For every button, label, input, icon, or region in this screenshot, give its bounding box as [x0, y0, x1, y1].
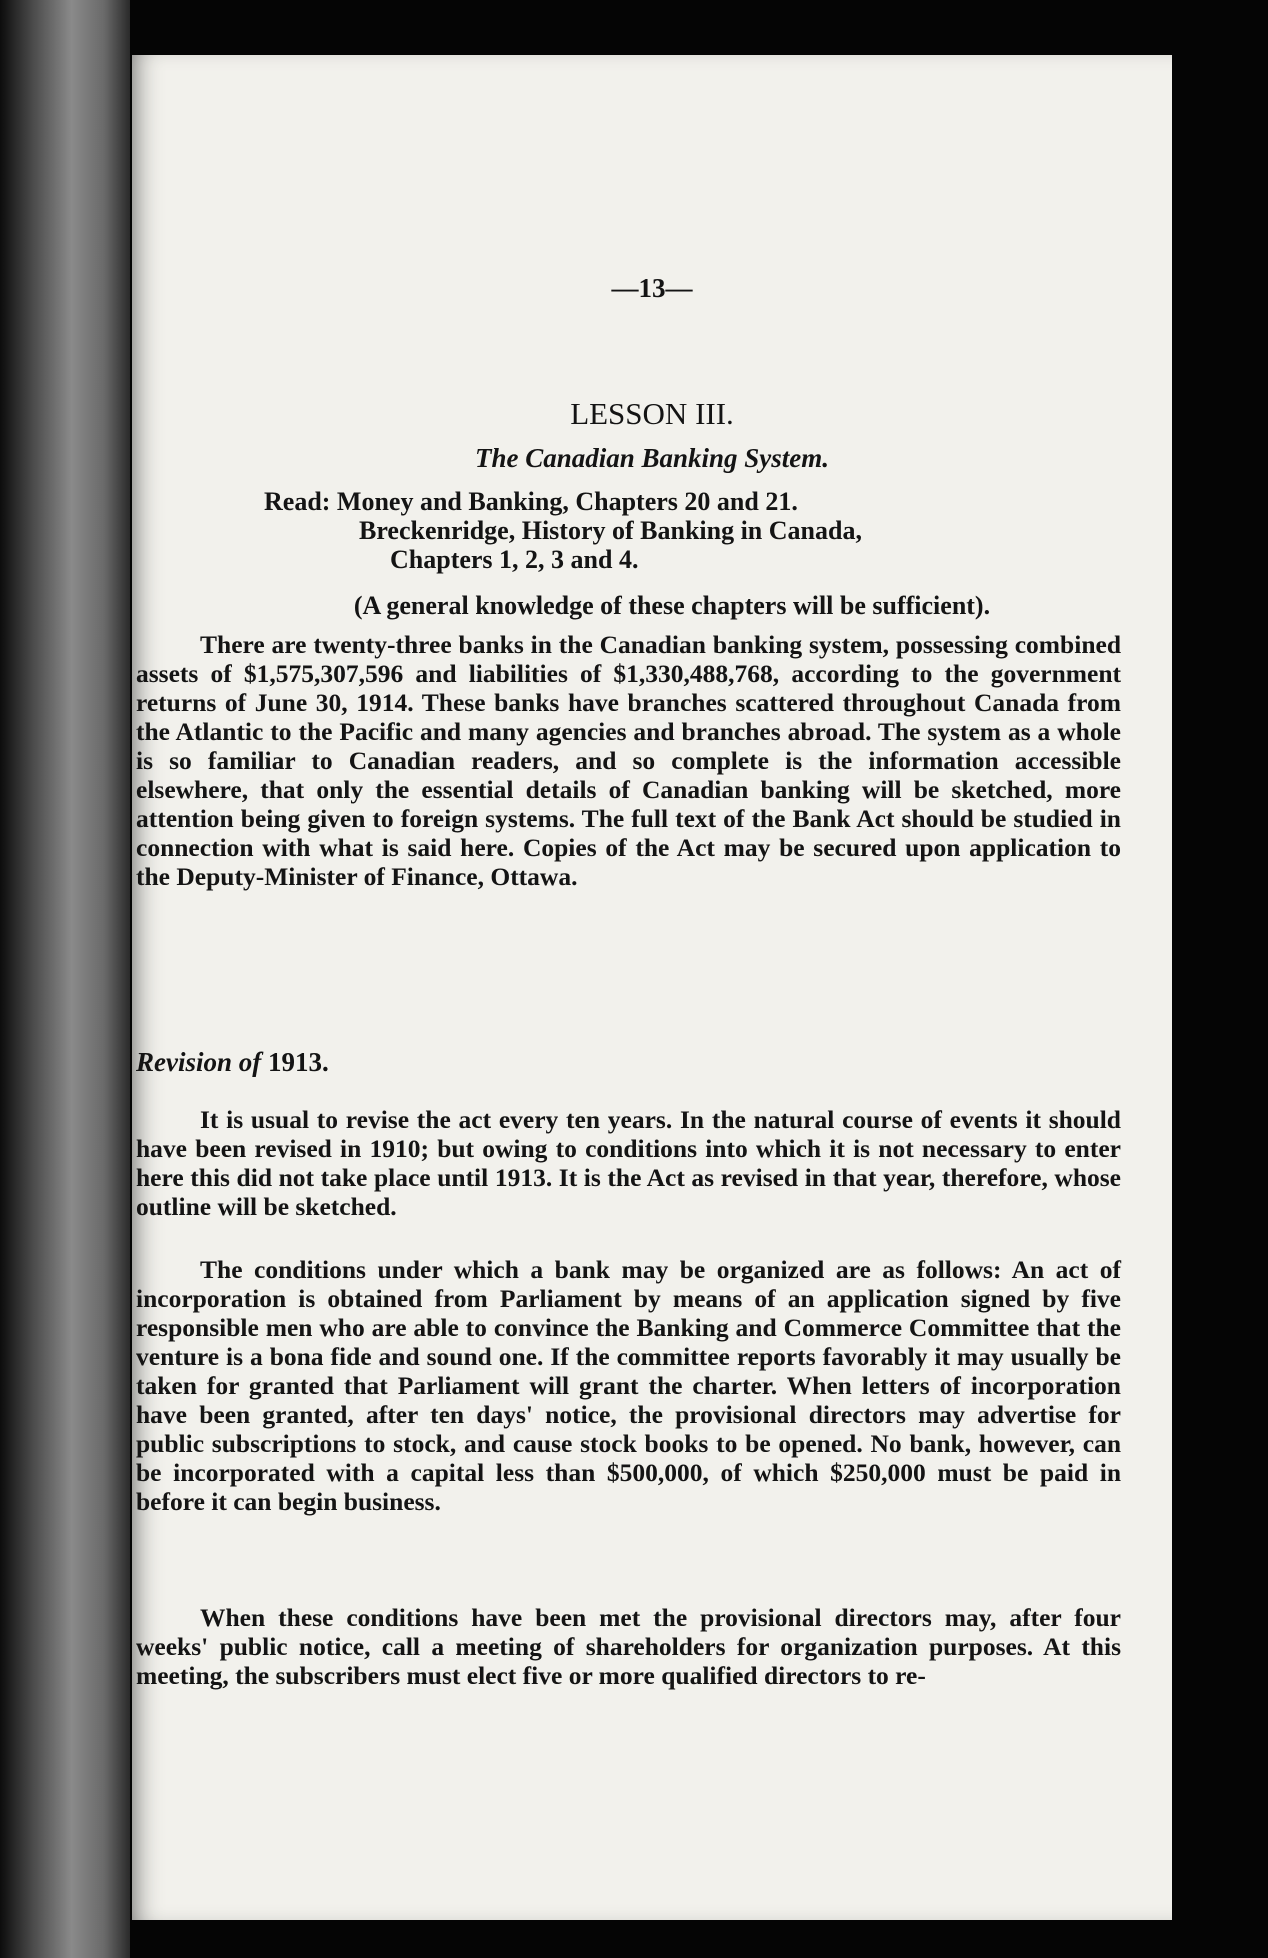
- paragraph-revision: It is usual to revise the act every ten years. In the natural course of events it should have been revised in 1910; but owing to conditions into which it is not necessary to enter here this did not take place until 1913. It is the Act as revised in that year, therefore, whose outline will be sketched.: [136, 1105, 1121, 1221]
- section-heading-year: 1913.: [261, 1047, 329, 1077]
- read-line-1: Read: Money and Banking, Chapters 20 and 21.: [264, 487, 798, 516]
- paragraph-intro: There are twenty-three banks in the Canadian banking system, possessing combined assets of $1,575,307,596 and liabilities of $1,330,488,768, according to the government returns of June 30, 1914. These banks have branches scattered throughout Canada from the Atlantic to the Pacific and many agencies and branches abroad. The system as a whole is so familiar to Canadian readers, and so complete is the information accessible elsewhere, that only the essential details of Canadian banking will be sketched, more attention being given to foreign systems. The full text of the Bank Act should be studied in connection with what is said here. Copies of the Act may be secured upon application to the Deputy-Minister of Finance, Ottawa.: [136, 630, 1121, 891]
- read-line-3: Chapters 1, 2, 3 and 4.: [390, 545, 639, 574]
- page-text: [132, 55, 1172, 1920]
- paragraph-conditions: The conditions under which a bank may be organized are as follows: An act of incorporation is obtained from Parliament by means of an application signed by five responsible men who are able to convince the Banking and Commerce Committee that the venture is a bona fide and sound one. If the committee reports favorably it may usually be taken for granted that Parliament will grant the charter. When letters of incorporation have been granted, after ten days' notice, the provisional directors may advertise for public subscriptions to stock, and cause stock books to be opened. No bank, however, can be incorporated with a capital less than $500,000, of which $250,000 must be paid in before it can begin business.: [136, 1255, 1121, 1516]
- read-line-2: Breckenridge, History of Banking in Canada,: [359, 516, 862, 545]
- page-number: —13—: [611, 273, 693, 303]
- section-heading: [136, 1047, 329, 1078]
- reading-note: (A general knowledge of these chapters will be sufficient).: [353, 591, 991, 620]
- section-heading-italic: Revision of: [136, 1047, 262, 1077]
- book-page: [132, 55, 1172, 1920]
- paragraph-organization: When these conditions have been met the provisional directors may, after four weeks' public notice, call a meeting of shareholders for organization purposes. At this meeting, the subscribers must elect five or more qualified directors to re-: [136, 1603, 1121, 1690]
- reading-assignment: [264, 487, 1144, 574]
- lesson-subtitle: The Canadian Banking System.: [474, 443, 830, 473]
- lesson-title: LESSON III.: [570, 396, 734, 431]
- scan-edge: [0, 0, 130, 1958]
